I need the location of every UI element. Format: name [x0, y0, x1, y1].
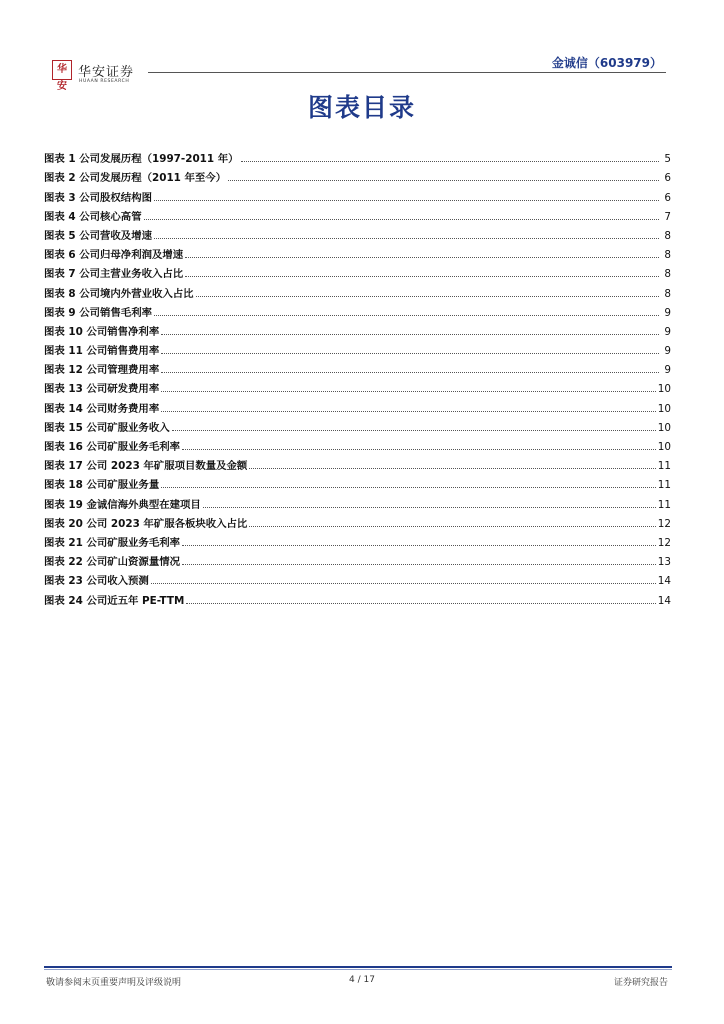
toc-entry-label: 图表 22 公司矿山资源量情况	[44, 556, 180, 569]
toc-entry-label: 图表 17 公司 2023 年矿服项目数量及金额	[44, 460, 248, 473]
toc-entry-page: 12	[657, 517, 671, 530]
toc-entry[interactable]	[44, 165, 671, 184]
logo-chinese-name: 华安证券	[78, 65, 135, 80]
toc-leader-dots	[172, 429, 656, 431]
toc-entry[interactable]	[44, 587, 671, 606]
toc-entry-label: 图表 12 公司管理费用率	[44, 364, 160, 377]
toc-entry[interactable]	[44, 491, 671, 510]
toc-entry-label: 图表 7 公司主营业务收入占比	[44, 268, 184, 281]
toc-entry-page: 10	[657, 383, 671, 396]
toc-entry-label: 图表 20 公司 2023 年矿服各板块收入占比	[44, 517, 248, 530]
toc-leader-dots	[161, 333, 659, 335]
toc-entry[interactable]	[44, 415, 671, 434]
toc-entry-page: 9	[664, 364, 671, 377]
toc-entry-page: 13	[657, 556, 671, 569]
toc-entry-page: 9	[664, 325, 671, 338]
footer-divider-thin	[44, 969, 672, 970]
toc-leader-dots	[185, 275, 659, 277]
toc-entry-label: 图表 4 公司核心高管	[44, 210, 142, 223]
toc-entry-page: 14	[657, 575, 671, 588]
toc-entry[interactable]	[44, 453, 671, 472]
toc-entry-label: 图表 6 公司归母净利润及增速	[44, 249, 184, 262]
toc-leader-dots	[182, 563, 656, 565]
toc-entry-page: 7	[664, 210, 671, 223]
toc-entry[interactable]	[44, 357, 671, 376]
company-ticker: 金诚信（603979）	[551, 56, 662, 70]
toc-entry-page: 8	[664, 287, 671, 300]
toc-leader-dots	[196, 295, 659, 297]
toc-leader-dots	[241, 160, 659, 162]
toc-entry[interactable]	[44, 434, 671, 453]
toc-leader-dots	[154, 199, 659, 201]
toc-entry-label: 图表 5 公司营收及增速	[44, 229, 152, 242]
page-number: 4 / 17	[349, 975, 375, 985]
toc-entry[interactable]	[44, 146, 671, 165]
toc-entry-page: 9	[664, 306, 671, 319]
toc-entry-page: 11	[657, 479, 671, 492]
toc-entry[interactable]	[44, 472, 671, 491]
toc-entry[interactable]	[44, 204, 671, 223]
toc-leader-dots	[203, 506, 656, 508]
toc-entry[interactable]	[44, 261, 671, 280]
page-header	[0, 0, 724, 100]
footer-disclaimer: 敬请参阅末页重要声明及评级说明	[46, 978, 182, 988]
toc-entry-page: 14	[657, 594, 671, 607]
logo-mark-icon: 华安	[52, 60, 72, 80]
toc-leader-dots	[161, 371, 659, 373]
toc-leader-dots	[154, 314, 659, 316]
toc-leader-dots	[161, 390, 656, 392]
toc-entry-page: 5	[664, 153, 671, 166]
toc-leader-dots	[161, 486, 656, 488]
toc-leader-dots	[182, 448, 656, 450]
toc-entry-label: 图表 10 公司销售净利率	[44, 325, 160, 338]
toc-entry-label: 图表 16 公司矿服业务毛利率	[44, 441, 180, 453]
toc-leader-dots	[228, 179, 659, 181]
toc-entry[interactable]	[44, 242, 671, 261]
toc-entry-label: 图表 14 公司财务费用率	[44, 402, 160, 415]
toc-entry-label: 图表 3 公司股权结构图	[44, 191, 152, 204]
toc-entry[interactable]	[44, 300, 671, 319]
toc-entry-label: 图表 9 公司销售毛利率	[44, 306, 152, 319]
toc-entry-page: 9	[664, 345, 671, 358]
toc-entry-label: 图表 2 公司发展历程（2011 年至今）	[44, 172, 227, 185]
toc-entry-page: 10	[657, 441, 671, 453]
toc-entry-label: 图表 15 公司矿服业务收入	[44, 421, 170, 434]
toc-entry-label: 图表 19 金诚信海外典型在建项目	[44, 498, 201, 511]
table-of-figures	[44, 146, 671, 607]
toc-entry[interactable]	[44, 223, 671, 242]
toc-entry-page: 10	[657, 402, 671, 415]
toc-entry[interactable]	[44, 184, 671, 203]
toc-leader-dots	[249, 525, 655, 527]
toc-entry-page: 11	[657, 460, 671, 473]
toc-entry[interactable]	[44, 280, 671, 299]
toc-entry[interactable]	[44, 530, 671, 549]
toc-leader-dots	[182, 544, 656, 546]
toc-leader-dots	[154, 237, 659, 239]
toc-entry-page: 6	[664, 191, 671, 204]
toc-entry-page: 12	[657, 536, 671, 549]
toc-entry-page: 10	[657, 421, 671, 434]
report-type: 证券研究报告	[613, 978, 668, 988]
toc-leader-dots	[161, 410, 656, 412]
toc-entry[interactable]	[44, 549, 671, 568]
toc-entry-page: 6	[664, 172, 671, 185]
toc-entry-label: 图表 18 公司矿服业务量	[44, 479, 160, 492]
toc-entry-label: 图表 21 公司矿服业务毛利率	[44, 536, 180, 549]
toc-entry-page: 8	[664, 229, 671, 242]
toc-entry[interactable]	[44, 511, 671, 530]
logo-english-name: HUAAN RESEARCH	[79, 79, 130, 84]
toc-entry[interactable]	[44, 319, 671, 338]
toc-leader-dots	[161, 352, 659, 354]
toc-entry-page: 8	[664, 268, 671, 281]
company-logo	[52, 60, 152, 92]
toc-entry-page: 11	[657, 498, 671, 511]
header-divider	[148, 72, 666, 73]
toc-entry-label: 图表 24 公司近五年 PE-TTM	[44, 594, 185, 607]
toc-entry-label: 图表 13 公司研发费用率	[44, 383, 160, 396]
toc-leader-dots	[151, 582, 656, 584]
toc-entry[interactable]	[44, 568, 671, 587]
toc-entry[interactable]	[44, 376, 671, 395]
toc-entry[interactable]	[44, 395, 671, 414]
toc-leader-dots	[249, 467, 655, 469]
toc-entry-label: 图表 8 公司境内外营业收入占比	[44, 287, 194, 300]
toc-leader-dots	[186, 602, 655, 604]
footer-divider	[44, 966, 672, 968]
toc-entry-label: 图表 23 公司收入预测	[44, 575, 149, 588]
toc-entry[interactable]	[44, 338, 671, 357]
toc-entry-label: 图表 1 公司发展历程（1997-2011 年）	[44, 153, 239, 166]
toc-leader-dots	[185, 256, 659, 258]
page-title: 图表目录	[307, 93, 416, 122]
toc-leader-dots	[144, 218, 659, 220]
toc-entry-page: 8	[664, 249, 671, 262]
toc-entry-label: 图表 11 公司销售费用率	[44, 345, 160, 358]
